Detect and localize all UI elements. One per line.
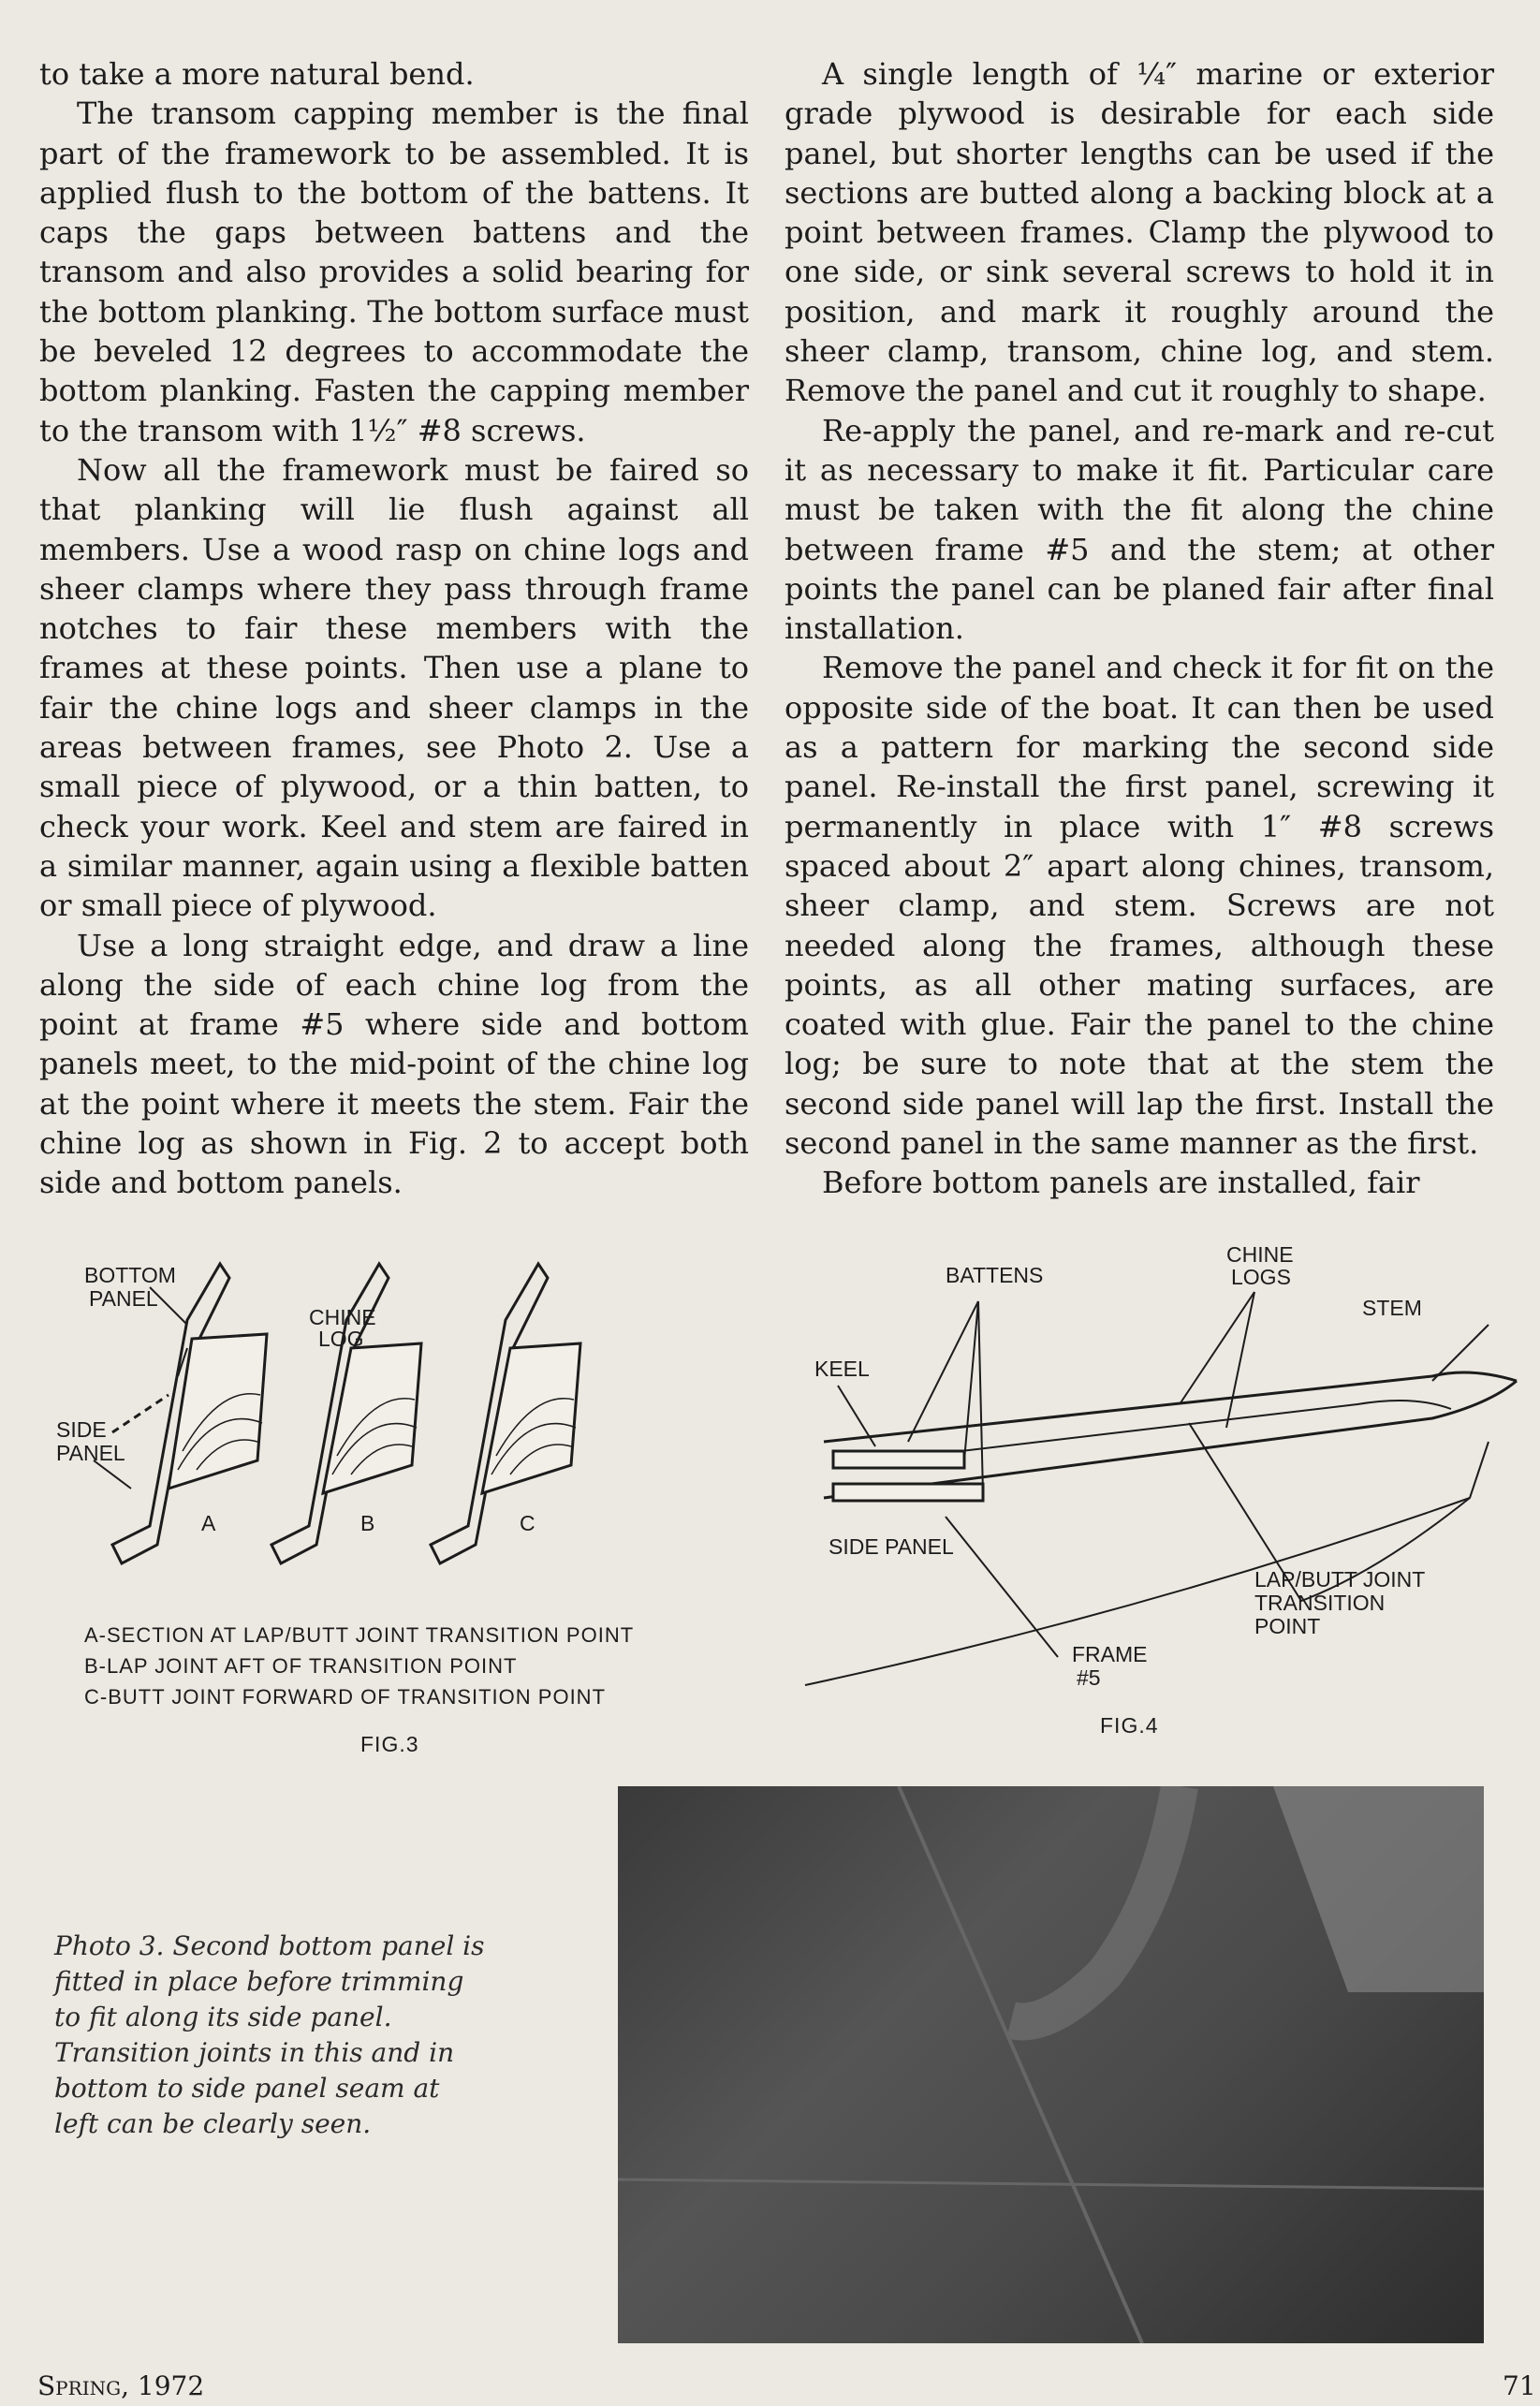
figure-4-caption: FIG.4 xyxy=(1100,1713,1159,1738)
paragraph: A single length of ¼″ marine or exterior grade plywood is desirable for each side panel, but shorter lengths can be used if the sections are butted along a backing block at a point between frames. Clamp the plywood to one side, or sink several screws to hold it in position, and mark it roughly around the sheer clamp, transom, chine log, and stem. Remove the panel and cut it roughly to shape. xyxy=(785,56,1494,409)
left-text-column xyxy=(39,54,749,1203)
label-keel: KEEL xyxy=(814,1357,870,1381)
label-frame-number: #5 xyxy=(1077,1665,1101,1690)
label-side-panel: SIDE PANEL xyxy=(829,1534,954,1559)
label-battens: BATTENS xyxy=(946,1263,1044,1287)
legend-item: B-LAP JOINT AFT OF TRANSITION POINT xyxy=(84,1654,518,1678)
label-lap-butt-joint: LAP/BUTT JOINT xyxy=(1254,1567,1426,1592)
label-a: A xyxy=(201,1511,216,1535)
paragraph: The transom capping member is the final part of the framework to be assembled. It is applied flush to the bottom of the battens. It caps the gaps between battens and the transom and also provides a solid bearing for the bottom planking. The bottom surface must be beveled 12 degrees to accommodate the bottom planking. Fasten the capping member to the transom with 1½″ #8 screws. xyxy=(39,95,749,448)
page-number: 71 xyxy=(1503,2370,1536,2401)
paragraph: Before bottom panels are installed, fair xyxy=(822,1165,1420,1201)
label-frame: FRAME xyxy=(1072,1642,1148,1666)
paragraph: Use a long straight edge, and draw a line along the side of each chine log from the point at frame #5 where side and bottom panels meet, to the mid-point of the chine log at the point where it meets the stem. Fair the chine log as shown in Fig. 2 to accept both side and bottom panels. xyxy=(39,927,749,1201)
photo-caption: Photo 3. Second bottom panel is fitted in place before trimming to fit along its side panel. Transition joints in this and in bottom to side panel seam at left can be clearly seen. xyxy=(54,1930,485,2139)
paragraph: Re-apply the panel, and re-mark and re-cut it as necessary to make it fit. Particular care must be taken with the fit along the chine between frame #5 and the stem; at other points the panel can be planed fair after final installation. xyxy=(785,412,1494,647)
photo-3-shapes xyxy=(618,1786,1484,2343)
paragraph: Now all the framework must be faired so that planking will lie flush against all members. Use a wood rasp on chine logs and sheer clamps where they pass through frame notches to fair these members with the frames at these points. Then use a plane to fair the chine logs and sheer clamps in the areas between frames, see Photo 2. Use a small piece of plywood, or a thin batten, to check your work. Keel and stem are faired in a similar manner, again using a flexible batten or small piece of plywood. xyxy=(39,451,749,924)
figure-3 xyxy=(37,1236,749,1769)
label-chine: CHINE xyxy=(309,1305,376,1329)
figure-3-caption: FIG.3 xyxy=(360,1732,419,1756)
label-c: C xyxy=(520,1511,535,1535)
label-side-panel: PANEL xyxy=(56,1441,125,1465)
label-point: POINT xyxy=(1254,1614,1321,1638)
legend-item: C-BUTT JOINT FORWARD OF TRANSITION POINT xyxy=(84,1685,607,1709)
figure-3-legend xyxy=(84,1620,634,1712)
label-transition: TRANSITION xyxy=(1254,1591,1386,1615)
paragraph: to take a more natural bend. xyxy=(39,56,475,92)
label-log: LOG xyxy=(318,1327,364,1351)
right-text-column xyxy=(785,54,1494,1203)
footer-issue: Spring, 1972 xyxy=(37,2370,205,2401)
legend-item: A-SECTION AT LAP/BUTT JOINT TRANSITION POINT xyxy=(84,1623,635,1647)
label-logs: LOGS xyxy=(1231,1265,1291,1289)
label-stem: STEM xyxy=(1362,1296,1422,1320)
label-bottom-panel: PANEL xyxy=(89,1286,158,1311)
label-chine: CHINE xyxy=(1226,1242,1294,1267)
label-b: B xyxy=(360,1511,375,1535)
label-side: SIDE xyxy=(56,1417,107,1442)
figure-4-drawing xyxy=(777,1217,1526,1704)
photo-3-image xyxy=(618,1786,1484,2343)
paragraph: Remove the panel and check it for fit on the opposite side of the boat. It can then be used as a pattern for marking the second side panel. Re-install the first panel, screwing it permanently in place with 1″ #8 screws spaced about 2″ apart along chines, transom, sheer clamp, and stem. Screws are not needed along the frames, although these points, as all other mating surfaces, are coated with glue. Fair the panel to the chine log; be sure to note that at the stem the second side panel will lap the first. Install the second panel in the same manner as the first. xyxy=(785,650,1494,1162)
figure-3-drawing xyxy=(37,1236,749,1610)
label-bottom: BOTTOM xyxy=(84,1263,176,1287)
figure-4 xyxy=(777,1217,1526,1769)
